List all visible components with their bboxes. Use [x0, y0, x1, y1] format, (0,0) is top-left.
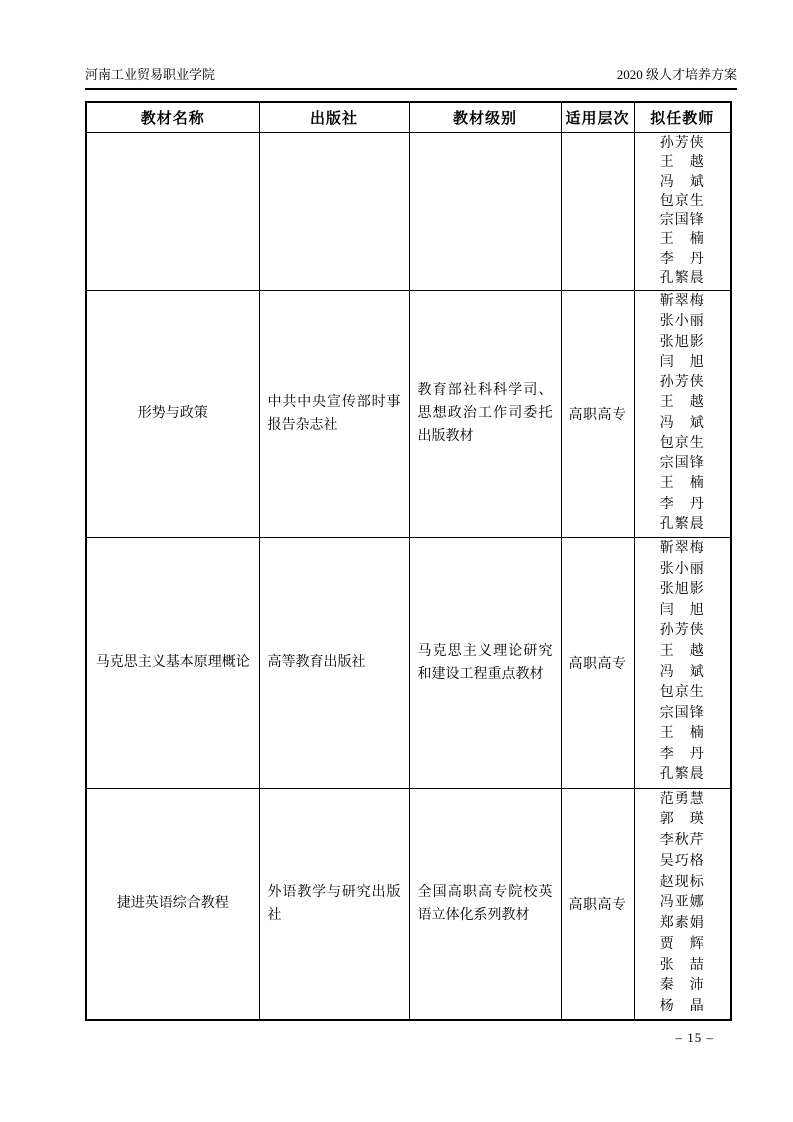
teacher-name: 包京生	[659, 193, 705, 209]
teacher-name: 王 越	[659, 155, 705, 171]
teacher-name: 李秋芹	[659, 833, 705, 849]
column-header-teachers: 拟任教师	[634, 102, 731, 132]
teacher-name: 孙芳侠	[659, 375, 705, 390]
cell-material-name: 马克思主义基本原理概论	[86, 537, 259, 788]
teacher-name: 孙芳侠	[659, 623, 705, 639]
teacher-name: 李 丹	[659, 496, 705, 512]
page-number: – 15 –	[675, 1030, 714, 1045]
document-header	[85, 66, 737, 90]
teacher-name: 范勇慧	[659, 791, 705, 807]
teacher-name: 赵现标	[659, 874, 705, 890]
cell-applicable	[561, 132, 634, 290]
cell-level: 马克思主义理论研究和建设工程重点教材	[409, 537, 561, 788]
cell-applicable: 高职高专	[561, 788, 634, 1020]
cell-teachers	[634, 537, 731, 788]
cell-publisher: 外语教学与研究出版社	[259, 788, 409, 1020]
teacher-name: 孔繁晨	[659, 270, 705, 286]
cell-applicable: 高职高专	[561, 537, 634, 788]
teacher-name: 张小丽	[659, 314, 705, 330]
teacher-name: 闫 旭	[659, 602, 705, 618]
teacher-name: 孙芳侠	[659, 136, 705, 151]
teacher-name: 靳翠梅	[659, 541, 705, 557]
teacher-name: 冯 斌	[659, 415, 705, 431]
column-header-publisher: 出版社	[259, 102, 409, 132]
cell-teachers	[634, 132, 731, 290]
teacher-name: 李 丹	[659, 746, 705, 762]
teacher-name: 吴巧格	[659, 853, 705, 869]
teacher-name: 闫 旭	[659, 354, 705, 370]
teacher-name: 贾 辉	[659, 936, 705, 952]
teacher-name: 冯 斌	[659, 664, 705, 680]
teacher-name: 包京生	[659, 435, 705, 451]
teacher-name: 王 越	[659, 395, 705, 411]
table-row	[86, 290, 731, 537]
teacher-name: 郑素娟	[659, 916, 705, 932]
column-header-material-name: 教材名称	[86, 102, 259, 132]
teacher-name: 张旭影	[659, 334, 705, 350]
teacher-name: 李 丹	[659, 251, 705, 267]
teacher-name: 杨 晶	[659, 999, 705, 1015]
cell-level: 教育部社科科学司、思想政治工作司委托出版教材	[409, 290, 561, 537]
teacher-name: 王 楠	[659, 726, 705, 742]
teacher-name: 孔繁晨	[659, 516, 705, 532]
teacher-name: 郭 瑛	[659, 812, 705, 828]
teacher-name: 张 喆	[659, 957, 705, 973]
teacher-name: 张小丽	[659, 561, 705, 577]
cell-publisher	[259, 132, 409, 290]
column-header-applicable: 适用层次	[561, 102, 634, 132]
cell-teachers	[634, 290, 731, 537]
materials-table-body	[86, 132, 731, 1020]
teacher-name: 冯 斌	[659, 174, 705, 190]
cell-publisher: 高等教育出版社	[259, 537, 409, 788]
teacher-name: 宗国锋	[659, 705, 705, 721]
cell-level: 全国高职高专院校英语立体化系列教材	[409, 788, 561, 1020]
teacher-name: 王 越	[659, 643, 705, 659]
teacher-name: 秦 沛	[659, 978, 705, 994]
cell-material-name: 形势与政策	[86, 290, 259, 537]
cell-applicable: 高职高专	[561, 290, 634, 537]
table-row	[86, 537, 731, 788]
table-header-row	[86, 102, 731, 132]
teacher-name: 张旭影	[659, 582, 705, 598]
header-school-name: 河南工业贸易职业学院	[85, 67, 216, 82]
cell-level	[409, 132, 561, 290]
teacher-name: 宗国锋	[659, 213, 705, 228]
cell-teachers	[634, 788, 731, 1020]
teacher-name: 孔繁晨	[659, 767, 705, 783]
teacher-name: 靳翠梅	[659, 294, 705, 309]
teacher-name: 王 楠	[659, 476, 705, 492]
materials-table	[85, 101, 732, 1021]
teacher-name: 冯亚娜	[659, 895, 705, 911]
table-row	[86, 788, 731, 1020]
header-plan-title: 2020 级人才培养方案	[616, 67, 737, 82]
teacher-name: 包京生	[659, 685, 705, 701]
cell-material-name: 捷进英语综合教程	[86, 788, 259, 1020]
cell-publisher: 中共中央宣传部时事报告杂志社	[259, 290, 409, 537]
teacher-name: 宗国锋	[659, 456, 705, 471]
cell-material-name	[86, 132, 259, 290]
column-header-level: 教材级别	[409, 102, 561, 132]
table-row	[86, 132, 731, 290]
teacher-name: 王 楠	[659, 232, 705, 248]
